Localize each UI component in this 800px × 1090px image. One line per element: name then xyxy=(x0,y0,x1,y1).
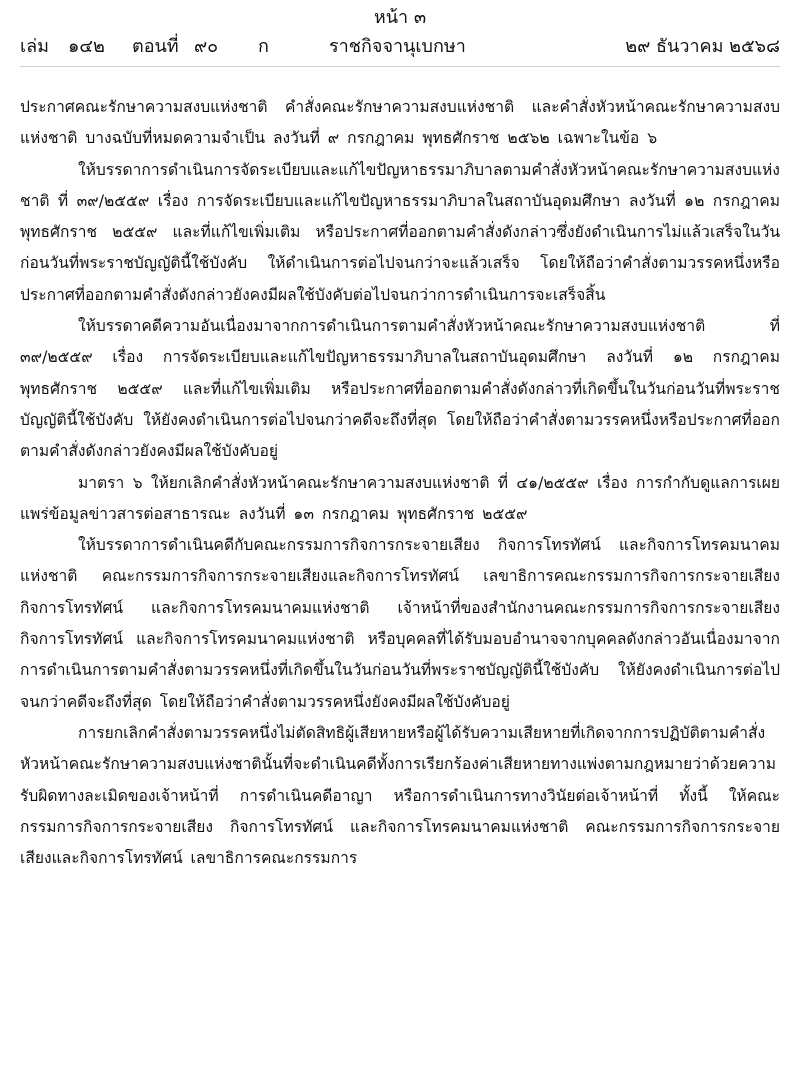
header-divider xyxy=(20,66,780,67)
paragraph-governance-continuation: ให้บรรดาการดำเนินการจัดระเบียบและแก้ไขปัญหาธรรมาภิบาลตามคำสั่งหัวหน้าคณะรักษาความสงบแห่งชาติ ที่ ๓๙/๒๕๕๙ เรื่อง การจัดระเบียบและแก้ไขปัญหาธรรมาภิบาลในสถาบันอุดมศึกษา ลงวันที่ ๑๒ กรกฎาคม พุทธศักราช ๒๕๕๙ และที่แก้ไขเพิ่มเติม หรือประกาศที่ออกตามคำสั่งดังกล่าวซึ่งยังดำเนินการไม่แล้วเสร็จในวันก่อนวันที่พระราชบัญญัตินี้ใช้บังคับ ให้ดำเนินการต่อไปจนกว่าจะแล้วเสร็จ โดยให้ถือว่าคำสั่งตามวรรคหนึ่งหรือประกาศที่ออกตามคำสั่งดังกล่าวยังคงมีผลใช้บังคับต่อไปจนกว่าการดำเนินการจะเสร็จสิ้น xyxy=(20,160,780,304)
section-number: ๙๐ xyxy=(194,36,219,57)
issue-number: ๑๔๒ xyxy=(68,36,105,57)
section-letter: ก xyxy=(258,36,269,57)
gazette-header xyxy=(20,34,780,60)
gazette-name: ราชกิจจานุเบกษา xyxy=(329,36,466,57)
issue-label: เล่ม xyxy=(20,36,50,57)
page-number: หน้า ๓ xyxy=(373,7,427,28)
paragraph-broadcast-lawsuits: ให้บรรดาการดำเนินคดีกับคณะกรรมการกิจการกระจายเสียง กิจการโทรทัศน์ และกิจการโทรคมนาคมแห่งชาติ คณะกรรมการกิจการกระจายเสียงและกิจการโทรทัศน์ เลขาธิการคณะกรรมการกิจการกระจายเสียง กิจการโทรทัศน์ และกิจการโทรคมนาคมแห่งชาติ เจ้าหน้าที่ของสำนักงานคณะกรรมการกิจการกระจายเสียง กิจการโทรทัศน์ และกิจการโทรคมนาคมแห่งชาติ หรือบุคคลที่ได้รับมอบอำนาจจากบุคคลดังกล่าวอันเนื่องมาจากการดำเนินการตามคำสั่งตามวรรคหนึ่งที่เกิดขึ้นในวันก่อนวันที่พระราชบัญญัตินี้ใช้บังคับ ให้ยังคงดำเนินการต่อไปจนกว่าคดีจะถึงที่สุด โดยให้ถือว่าคำสั่งตามวรรคหนึ่งยังคงมีผลใช้บังคับอยู่ xyxy=(20,536,780,711)
section-label: ตอนที่ xyxy=(132,36,179,57)
paragraph-rights-preserved: การยกเลิกคำสั่งตามวรรคหนึ่งไม่ตัดสิทธิผู้เสียหายหรือผู้ได้รับความเสียหายที่เกิดจากการปฏิบัติตามคำสั่งหัวหน้าคณะรักษาความสงบแห่งชาตินั้นที่จะดำเนินคดีทั้งการเรียกร้องค่าเสียหายทางแพ่งตามกฎหมายว่าด้วยความรับผิดทางละเมิดของเจ้าหน้าที่ การดำเนินคดีอาญา หรือการดำเนินการทางวินัยต่อเจ้าหน้าที่ ทั้งนี้ ให้คณะกรรมการกิจการกระจายเสียง กิจการโทรทัศน์ และกิจการโทรคมนาคมแห่งชาติ คณะกรรมการกิจการกระจายเสียงและกิจการโทรทัศน์ เลขาธิการคณะกรรมการ xyxy=(20,723,780,868)
section-6-paragraph: มาตรา ๖ ให้ยกเลิกคำสั่งหัวหน้าคณะรักษาความสงบแห่งชาติ ที่ ๔๑/๒๕๕๙ เรื่อง การกำกับดูแลการเผยแพร่ข้อมูลข่าวสารต่อสาธารณะ ลงวันที่ ๑๓ กรกฎาคม พุทธศักราช ๒๕๕๙ xyxy=(20,473,780,523)
document-body xyxy=(20,92,780,874)
paragraph-continued-title: ประกาศคณะรักษาความสงบแห่งชาติ คำสั่งคณะรักษาความสงบแห่งชาติ และคำสั่งหัวหน้าคณะรักษาความสงบแห่งชาติ บางฉบับที่หมดความจำเป็น ลงวันที่ ๙ กรกฎาคม พุทธศักราช ๒๕๖๒ เฉพาะในข้อ ๖ xyxy=(20,98,780,148)
paragraph-governance-lawsuits: ให้บรรดาคดีความอันเนื่องมาจากการดำเนินการตามคำสั่งหัวหน้าคณะรักษาความสงบแห่งชาติ ที่ ๓๙/๒๕๕๙ เรื่อง การจัดระเบียบและแก้ไขปัญหาธรรมาภิบาลในสถาบันอุดมศึกษา ลงวันที่ ๑๒ กรกฎาคม พุทธศักราช ๒๕๕๙ และที่แก้ไขเพิ่มเติม หรือประกาศที่ออกตามคำสั่งดังกล่าวที่เกิดขึ้นในวันก่อนวันที่พระราชบัญญัตินี้ใช้บังคับ ให้ยังคงดำเนินการต่อไปจนกว่าคดีจะถึงที่สุด โดยให้ถือว่าคำสั่งตามวรรคหนึ่งหรือประกาศที่ออกตามคำสั่งดังกล่าวยังคงมีผลใช้บังคับอยู่ xyxy=(20,317,780,461)
publication-date: ๒๙ ธันวาคม ๒๕๖๘ xyxy=(625,36,780,57)
